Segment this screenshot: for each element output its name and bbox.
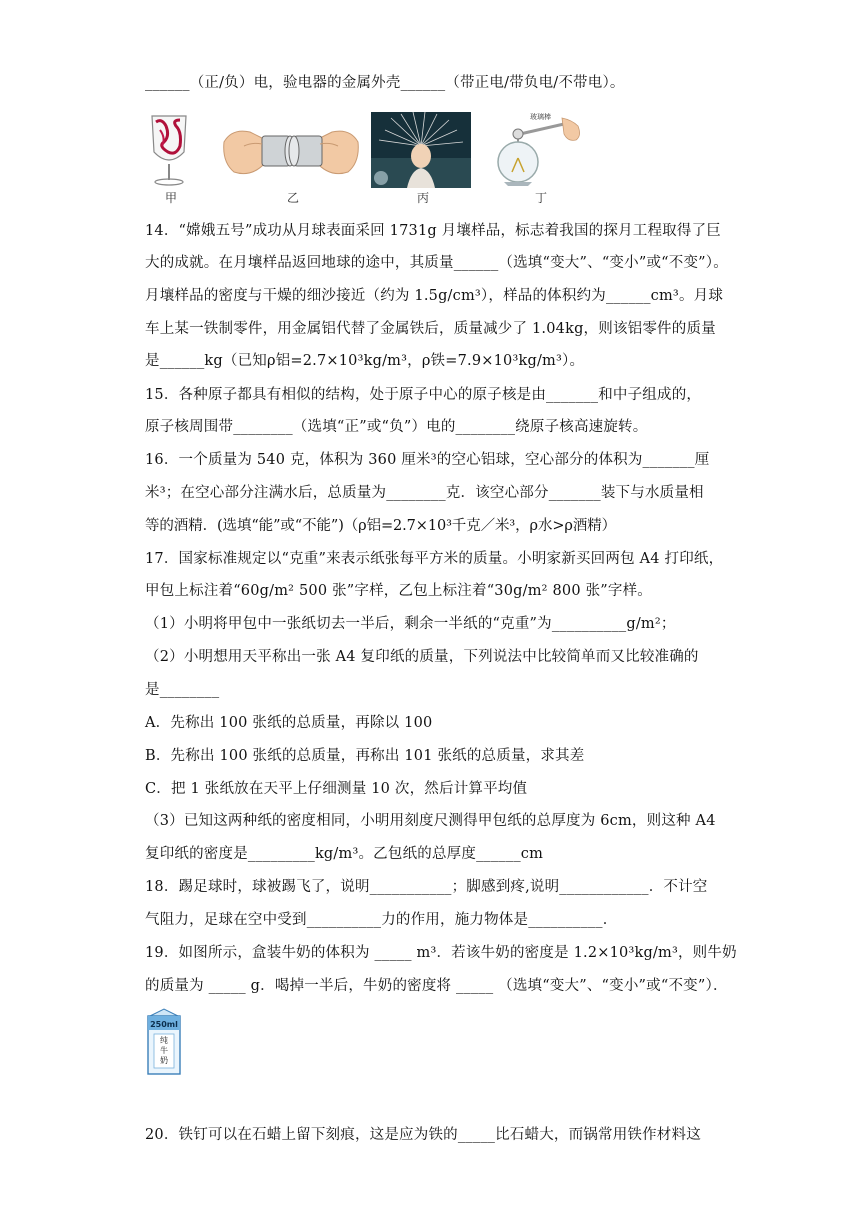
option-c: C．把 1 张纸放在天平上仔细测量 10 次，然后计算平均值	[145, 781, 528, 797]
text-line: 气阻力，足球在空中受到__________力的作用，施力物体是__________．	[145, 912, 618, 928]
text-line: （1）小明将甲包中一张纸切去一半后，剩余一半纸的“克重”为__________g/m²；	[145, 616, 676, 632]
wine-glass-figure	[146, 112, 192, 188]
text-line: 车上某一铁制零件，用金属铝代替了金属铁后，质量减少了 1.04kg，则该铝零件的质量	[145, 321, 716, 337]
milk-text-3: 奶	[160, 1056, 168, 1065]
text-line: （3）已知这两种纸的密度相同，小明用刻度尺测得甲包纸的总厚度为 6cm，则这种 A4	[145, 813, 716, 829]
milk-text-1: 纯	[160, 1036, 168, 1045]
text-line: 复印纸的密度是_________kg/m³。乙包纸的总厚度______cm	[145, 846, 544, 862]
figure-label-jia: 甲	[165, 191, 178, 205]
figure-label-yi: 乙	[287, 191, 300, 205]
text-line: 14．“嫦娥五号”成功从月球表面采回 1731g 月壤样品，标志着我国的探月工程取得了巨	[145, 223, 721, 239]
hands-cylinders-figure	[222, 112, 360, 188]
text-line: 15．各种原子都具有相似的结构，处于原子中心的原子核是由_______和中子组成的，	[145, 387, 702, 403]
text-line: 16．一个质量为 540 克，体积为 360 厘米³的空心铝球，空心部分的体积为_______厘	[145, 452, 710, 468]
milk-carton-figure	[144, 1008, 184, 1076]
static-hair-photo	[371, 112, 471, 188]
figure-label-bing: 丙	[417, 191, 430, 205]
text-line: 甲包上标注着“60g/m² 500 张”字样，乙包上标注着“30g/m² 800 张”字样。	[145, 583, 652, 599]
glass-rod-caption: 玻璃棒	[530, 113, 551, 121]
milk-text-2: 牛	[160, 1046, 168, 1055]
option-a: A．先称出 100 张纸的总质量，再除以 100	[145, 715, 433, 731]
text-line: 是______kg（已知ρ铝=2.7×10³kg/m³，ρ铁=7.9×10³kg/m³）。	[145, 353, 585, 369]
text-line: 米³；在空心部分注满水后，总质量为________克．该空心部分_______装下与水质量相	[145, 485, 704, 501]
text-line: 19．如图所示，盒装牛奶的体积为 _____ m³．若该牛奶的密度是 1.2×10³kg/m³，则牛奶	[145, 945, 737, 961]
text-line: ______（正/负）电，验电器的金属外壳______（带正电/带负电/不带电）。	[145, 75, 625, 91]
text-line: 原子核周围带________（选填“正”或“负”）电的________绕原子核高速旋转。	[145, 419, 648, 435]
text-line: 17．国家标准规定以“克重”来表示纸张每平方米的质量。小明家新买回两包 A4 打印纸，	[145, 551, 724, 567]
text-line: 18．踢足球时，球被踢飞了，说明___________；脚感到疼,说明____________．不计空	[145, 879, 708, 895]
figure-label-ding: 丁	[535, 191, 548, 205]
text-line: 的质量为 _____ g．喝掉一半后，牛奶的密度将 _____ （选填“变大”、“变小”或“不变”）．	[145, 978, 728, 994]
electroscope-figure	[492, 112, 584, 188]
option-b: B．先称出 100 张纸的总质量，再称出 101 张纸的总质量，求其差	[145, 748, 585, 764]
text-line: 是________	[145, 682, 220, 698]
milk-volume-label: 250ml	[150, 1020, 178, 1029]
text-line: 20．铁钉可以在石蜡上留下刻痕，这是应为铁的_____比石蜡大，而锅常用铁作材料这	[145, 1127, 701, 1143]
text-line: 等的酒精．(选填“能”或“不能”)（ρ铝=2.7×10³千克／米³，ρ水>ρ酒精）	[145, 518, 617, 534]
text-line: 大的成就。在月壤样品返回地球的途中，其质量______（选填“变大”、“变小”或“不变”）。	[145, 255, 728, 271]
text-line: 月壤样品的密度与干燥的细沙接近（约为 1.5g/cm³），样品的体积约为______cm³。月球	[145, 288, 724, 304]
text-line: （2）小明想用天平称出一张 A4 复印纸的质量，下列说法中比较简单而又比较准确的	[145, 649, 699, 665]
